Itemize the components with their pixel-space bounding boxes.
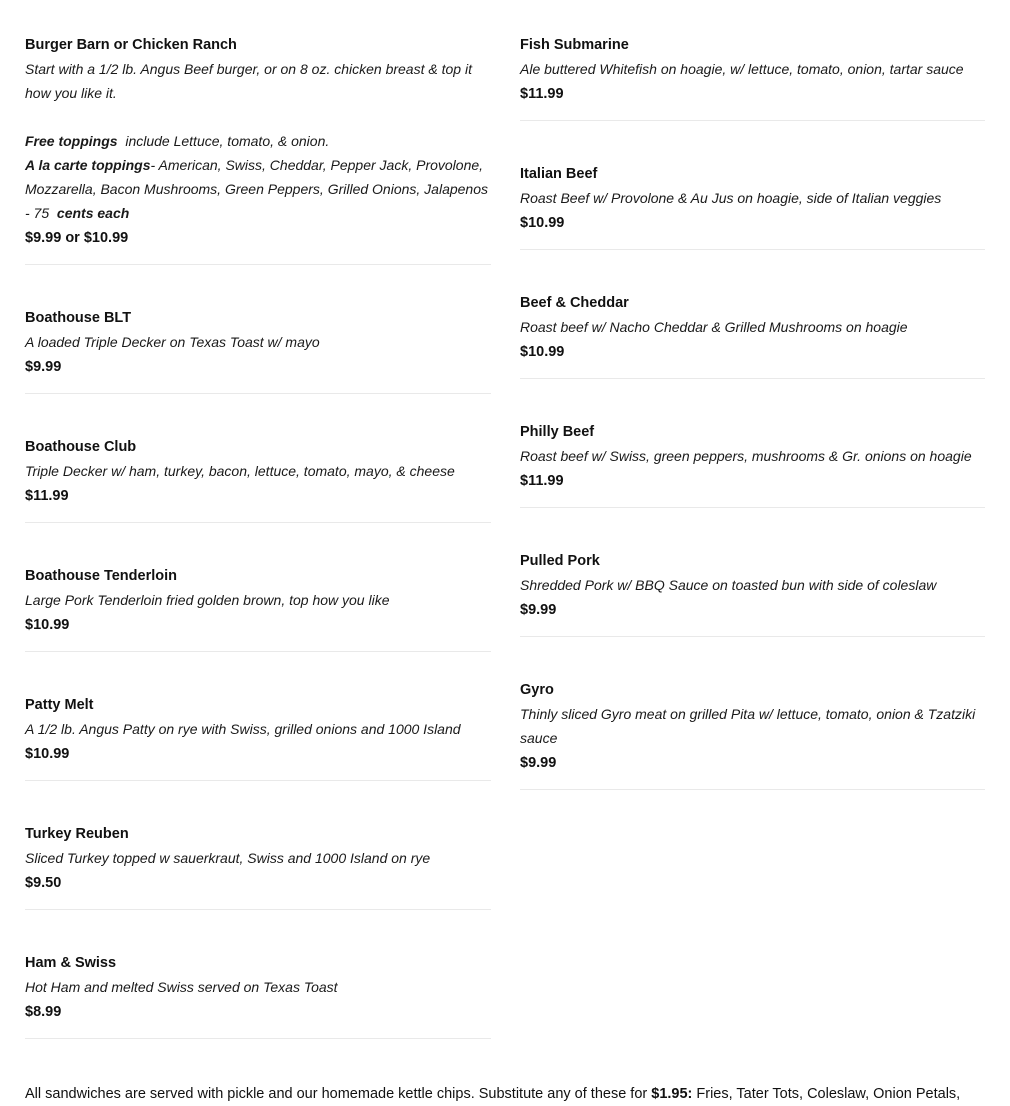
sides-note: [25, 1082, 995, 1106]
sides-substitute-price: $1.95:: [651, 1086, 693, 1102]
menu-item: [25, 436, 491, 523]
item-price: $10.99: [520, 344, 565, 360]
item-name: Fish Submarine: [520, 37, 629, 53]
menu-item: [520, 34, 985, 121]
menu-item: [520, 679, 985, 790]
menu-item: [25, 823, 491, 910]
menu-item: [25, 694, 491, 781]
menu-item: [520, 163, 985, 250]
item-price: $9.99: [520, 755, 557, 771]
menu-item: [520, 550, 985, 637]
free-toppings-line: [25, 129, 491, 153]
item-description: Sliced Turkey topped w sauerkraut, Swiss and 1000 Island on rye: [25, 850, 431, 866]
item-price: $9.99: [520, 602, 557, 618]
item-name: Burger Barn or Chicken Ranch: [25, 37, 237, 53]
item-name: Pulled Pork: [520, 553, 600, 569]
item-description: Hot Ham and melted Swiss served on Texas Toast: [25, 979, 338, 995]
menu-item: [520, 292, 985, 379]
sides-options: Fries, Tater Tots, Coleslaw, Onion Petals,: [692, 1086, 961, 1102]
menu-item: [520, 421, 985, 508]
item-name: Gyro: [520, 682, 554, 698]
menu-item-burger-barn: [25, 34, 491, 265]
item-description: Roast Beef w/ Provolone & Au Jus on hoagie, side of Italian veggies: [520, 190, 942, 206]
a-la-carte-text: - American, Swiss, Cheddar, Pepper Jack, Provolone, Mozzarella, Bacon Mushrooms, Green Peppers, Grilled Onions, Jalapenos - 75: [25, 157, 488, 221]
item-price: $10.99: [25, 746, 70, 762]
menu-item: [25, 952, 491, 1039]
free-toppings-text: include Lettuce, tomato, & onion.: [125, 133, 330, 149]
a-la-carte-line: [25, 153, 491, 225]
item-description: Triple Decker w/ ham, turkey, bacon, lettuce, tomato, mayo, & cheese: [25, 463, 455, 479]
item-name: Philly Beef: [520, 424, 595, 440]
item-price: $11.99: [25, 488, 69, 504]
menu-item: [25, 307, 491, 394]
item-name: Ham & Swiss: [25, 955, 117, 971]
item-description: Roast beef w/ Nacho Cheddar & Grilled Mushrooms on hoagie: [520, 319, 908, 335]
item-price: $11.99: [520, 473, 564, 489]
item-description: A 1/2 lb. Angus Patty on rye with Swiss, grilled onions and 1000 Island: [25, 721, 461, 737]
item-price: $9.50: [25, 875, 62, 891]
item-name: Boathouse Club: [25, 439, 137, 455]
menu-item: [25, 565, 491, 652]
item-name: Boathouse BLT: [25, 310, 132, 326]
item-price: $10.99: [25, 617, 70, 633]
item-price: $8.99: [25, 1004, 62, 1020]
cents-each: cents each: [56, 205, 130, 221]
item-description: Large Pork Tenderloin fried golden brown, top how you like: [25, 592, 390, 608]
item-name: Turkey Reuben: [25, 826, 129, 842]
item-name: Italian Beef: [520, 166, 598, 182]
item-price: $11.99: [520, 86, 564, 102]
item-name: Beef & Cheddar: [520, 295, 629, 311]
item-name: Patty Melt: [25, 697, 94, 713]
free-toppings-label: Free toppings: [25, 133, 118, 149]
left-menu-column: [25, 34, 491, 1081]
item-price: $9.99: [25, 359, 62, 375]
item-description: Roast beef w/ Swiss, green peppers, mushrooms & Gr. onions on hoagie: [520, 448, 972, 464]
item-description: A loaded Triple Decker on Texas Toast w/ mayo: [25, 334, 320, 350]
right-menu-column: [520, 34, 985, 832]
a-la-carte-label: A la carte toppings: [25, 157, 151, 173]
item-description: Start with a 1/2 lb. Angus Beef burger, or on 8 oz. chicken breast & top it how you like it.: [25, 61, 472, 101]
item-name: Boathouse Tenderloin: [25, 568, 177, 584]
sides-note-text: All sandwiches are served with pickle and our homemade kettle chips. Substitute any of these for: [25, 1086, 652, 1102]
item-price: $10.99: [520, 215, 565, 231]
item-description: Shredded Pork w/ BBQ Sauce on toasted bun with side of coleslaw: [520, 577, 937, 593]
item-price: $9.99 or $10.99: [25, 230, 129, 246]
item-description: Ale buttered Whitefish on hoagie, w/ lettuce, tomato, onion, tartar sauce: [520, 61, 964, 77]
item-description: Thinly sliced Gyro meat on grilled Pita w/ lettuce, tomato, onion & Tzatziki sauce: [520, 706, 976, 746]
